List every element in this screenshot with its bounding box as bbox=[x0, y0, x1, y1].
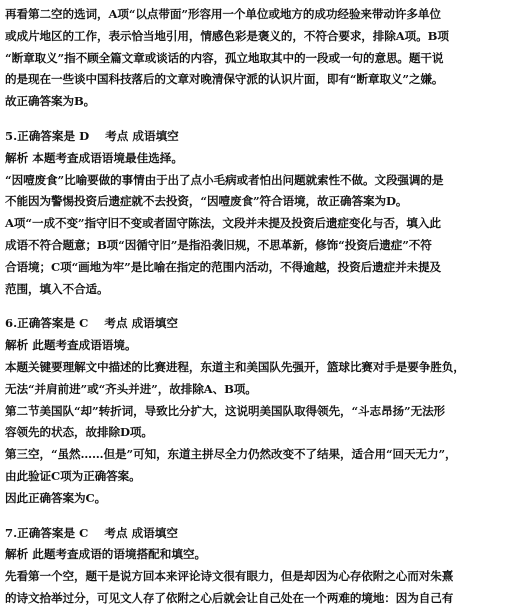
intro-line: 故正确答案为B。 bbox=[5, 94, 96, 109]
question-6-line: 容领先的状态，故排除D项。 bbox=[5, 425, 153, 440]
question-6-line: 由此验证C项为正确答案。 bbox=[5, 468, 141, 483]
question-6-topic: 考点 成语填空 bbox=[104, 316, 178, 331]
question-6-line: 因此正确答案为C。 bbox=[5, 490, 107, 505]
question-5-topic: 考点 成语填空 bbox=[105, 128, 179, 143]
question-5-line: 成语不符合题意；B项“因循守旧”是指沿袭旧规，不思革新，修饰“投资后遗症”不符 bbox=[5, 237, 432, 252]
question-7-topic: 考点 成语填空 bbox=[104, 525, 178, 540]
intro-line: 的是现在一些谈中国科技落后的文章对晚清保守派的认识片面，即有“断章取义”之嫌。 bbox=[5, 72, 444, 87]
question-6-line: 第三空，“虽然……但是”可知，东道主拼尽全力仍然改变不了结果，适合用“回天无力”， bbox=[5, 447, 457, 462]
question-5-line: 范围，填入不合适。 bbox=[5, 281, 109, 296]
question-6-explain: 解析 此题考查成语语境。 bbox=[5, 338, 137, 353]
question-7-heading bbox=[5, 523, 511, 545]
question-5-line: “因噎废食”比喻要做的事情由于出了点小毛病或者怕出问题就索性不做。文段强调的是 bbox=[5, 172, 444, 187]
question-5-explain: 解析 本题考查成语语境最佳选择。 bbox=[5, 150, 183, 165]
question-6-line: 第二节美国队“却”转折词，导致比分扩大，这说明美国队取得领先，“斗志昂扬”无法形 bbox=[5, 403, 446, 418]
intro-line: 再看第二空的选词，A项“以点带面”形容用一个单位或地方的成功经验来带动许多单位 bbox=[5, 7, 441, 21]
question-5-section bbox=[5, 126, 511, 300]
question-5-line: 合语境；C项“画地为牢”是比喻在指定的范围内活动，不得逾越，投资后遗症并未提及 bbox=[5, 259, 442, 274]
question-5-line: 不能因为警惕投资后遗症就不去投资，“因噎废食”符合语境，故正确答案为D。 bbox=[5, 194, 408, 209]
question-6-line: 无法“并肩前进”或“齐头并进”，故排除A、B项。 bbox=[5, 381, 257, 396]
question-5-heading bbox=[5, 126, 511, 148]
intro-line: “断章取义”指不顾全篇文章或谈话的内容，孤立地取其中的一段或一句的意思。题干说 bbox=[5, 50, 444, 65]
question-7-section bbox=[5, 523, 511, 610]
question-7-answer: 7.正确答案是 C bbox=[5, 525, 89, 540]
intro-section bbox=[5, 4, 511, 113]
intro-line: 或成片地区的工作，表示恰当地引用，情感色彩是褒义的，不符合要求，排除A项。B项 bbox=[5, 28, 449, 43]
question-6-heading bbox=[5, 313, 511, 335]
question-7-line: 的诗文拾举过分，可见文人存了依附之心后就会让自己处在一个两难的境地：因为自己有 bbox=[5, 590, 454, 605]
question-6-section bbox=[5, 313, 511, 509]
question-7-line: 先看第一个空，题干是说方回本来评论诗文很有眼力，但是却因为心存依附之心而对朱熹 bbox=[5, 569, 454, 584]
question-6-line: 本题关键要理解文中描述的比赛进程，东道主和美国队先强开，篮球比赛对手是要争胜负， bbox=[5, 359, 465, 374]
question-6-answer: 6.正确答案是 C bbox=[5, 316, 89, 331]
question-5-line: A项“一成不变”指守旧不变或者固守陈法，文段并未提及投资后遗症变化与否，填入此 bbox=[5, 216, 441, 231]
question-5-answer: 5.正确答案是 D bbox=[5, 128, 90, 143]
question-7-explain: 解析 此题考查成语的语境搭配和填空。 bbox=[5, 547, 207, 562]
